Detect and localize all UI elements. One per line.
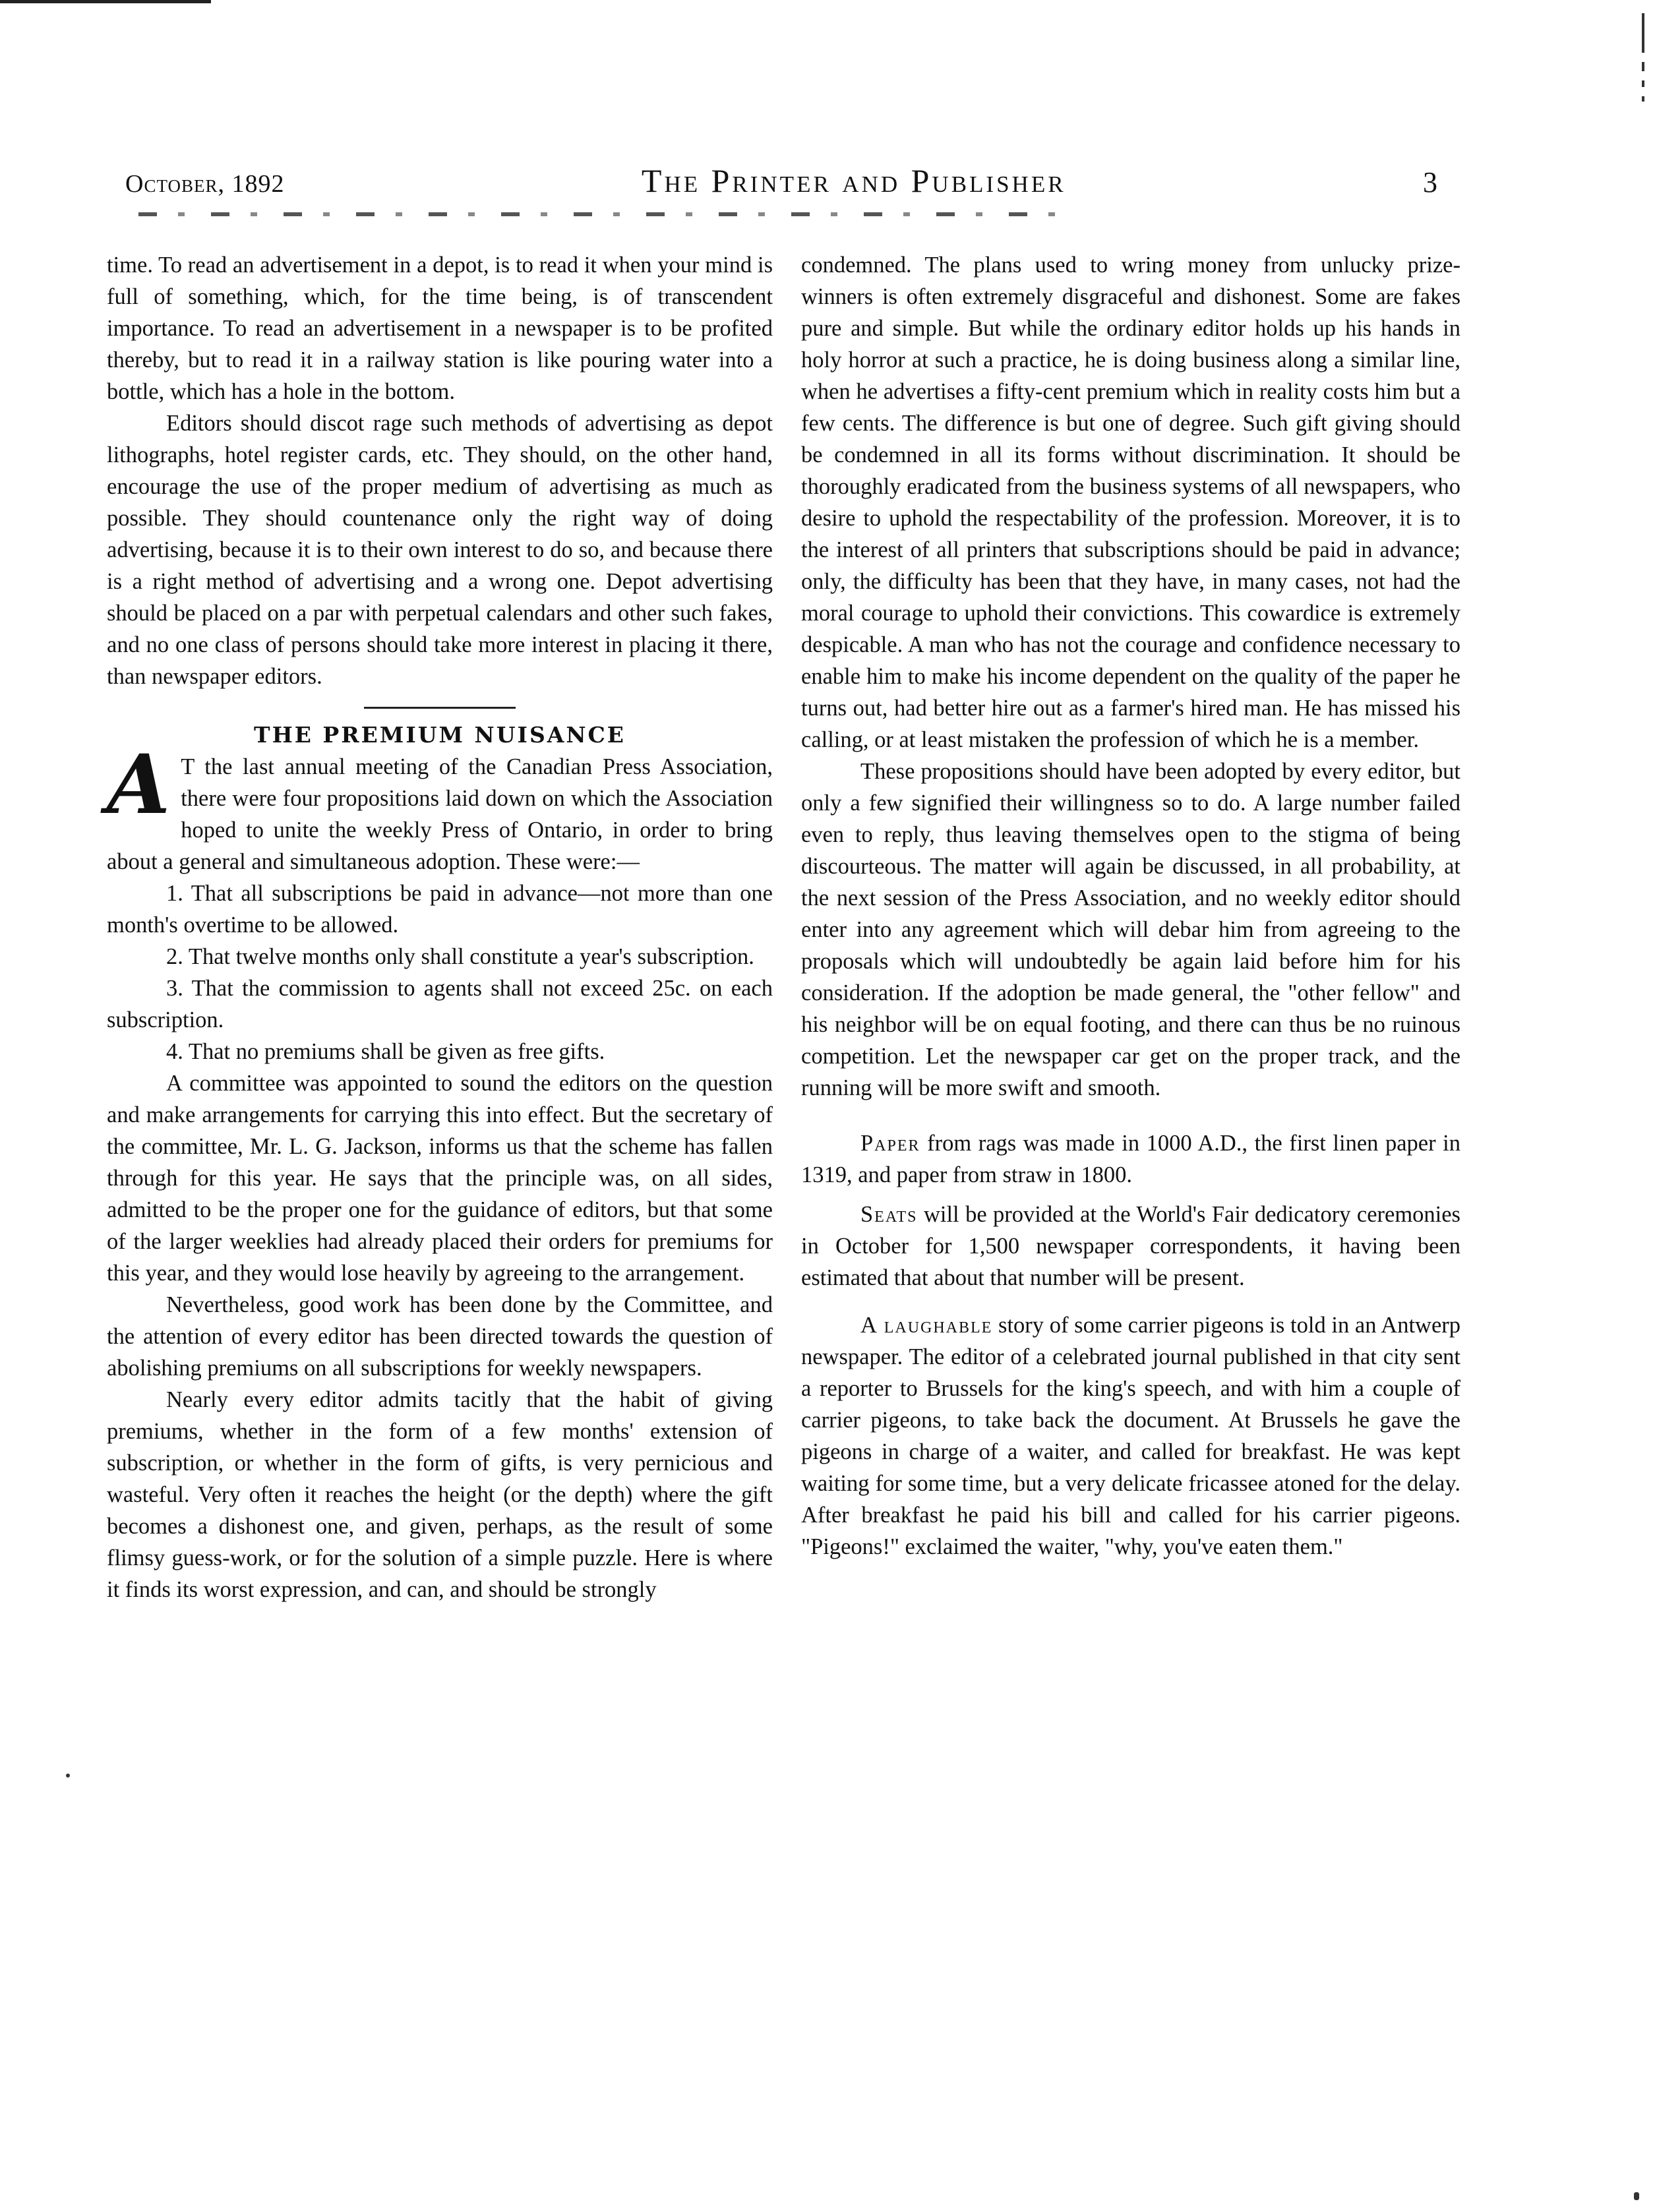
publication-title: The Printer and Publisher [641, 162, 1066, 199]
paragraph: condemned. The plans used to wring money from unlucky prize-winners is often extremely disgraceful and dishonest. Some are fakes pure and simple. But while the ordinary editor holds up his hands in holy horror at such a practice, he is doing business along a similar line, when he advertises a fifty-cent premium which in reality costs him but a few cents. The difference is but one of degree. Such gift giving should be condemned in all its forms without discrimination. It should be thoroughly eradicated from the business systems of all newspapers, who desire to uphold the respectability of the profession. Moreover, it is to the interest of all printers that subscriptions should be paid in advance; only, the difficulty has been that they have, in many cases, not had the moral courage to uphold their convictions. This cowardice is extremely despicable. A man who has not the courage and confidence necessary to enable him to make his income dependent on the quality of the paper he turns out, had better hire out as a farmer's hired man. He has missed his calling, or at least mistaken the profession of which he is a member. [801, 253, 1460, 752]
scan-speck [66, 1774, 70, 1778]
list-item: 3. That the commission to agents shall not exceed 25c. on each subscription. [107, 976, 773, 1032]
paragraph: A committee was appointed to sound the editors on the question and make arrangements for carrying this into effect. But the secretary of the committee, Mr. L. G. Jackson, informs us that the scheme has fallen through for this year. He says that the principle was, on all sides, admitted to be the proper one for the guidance of editors, but that some of the larger weeklies had already placed their orders for premiums for this year, and they would lose heavily by agreeing to the arrangement. [107, 1071, 773, 1286]
article-heading: THE PREMIUM NUISANCE [254, 722, 626, 748]
news-note [801, 1199, 1460, 1294]
paragraph: Editors should discot rage such methods of advertising as depot lithographs, hotel register cards, etc. They should, on the other hand, encourage the use of the proper medium of advertising as much as possible. They should countenance only the right way of doing advertising, because it is to their own interest to do so, and because there is a right method of advertising and a wrong one. Depot advertising should be placed on a par with perpetual calendars and other such fakes, and no one class of persons should take more interest in placing it there, than newspaper editors. [107, 411, 773, 689]
paragraph-text: T the last annual meeting of the Canadian Press Association, there were four propositions laid down on which the Association hoped to unite the weekly Press of Ontario, in order to bring about a general and simultaneous adoption. These were:— [107, 754, 773, 874]
section-divider [364, 707, 516, 709]
paragraph: Nevertheless, good work has been done by the Committee, and the attention of every editor has been directed towards the question of abolishing premiums on all subscriptions for weekly newspapers. [107, 1292, 773, 1381]
paragraph: time. To read an advertisement in a depot, is to read it when your mind is full of something, which, for the time being, is of transcendent importance. To read an advertisement in a newspaper is to be profited thereby, but to read it in a railway station is like pouring water into a bottle, which has a hole in the bottom. [107, 253, 773, 404]
list-item: 4. That no premiums shall be given as free gifts. [166, 1039, 605, 1064]
spacer [801, 1191, 1460, 1199]
opening-paragraph [107, 737, 773, 878]
scan-binding-marks [1642, 13, 1646, 145]
drop-cap: A [107, 737, 171, 833]
note-lead: A laughable [860, 1313, 993, 1338]
left-column [107, 249, 773, 1605]
list-item: 1. That all subscriptions be paid in advance—not more than one month's overtime to be allowed. [107, 881, 773, 938]
spacer [801, 1104, 1460, 1127]
scan-edge-mark [0, 0, 211, 3]
note-lead: Seats [860, 1202, 918, 1227]
page-number: 3 [1422, 166, 1437, 198]
note-text: from rags was made in 1000 A.D., the first linen paper in 1319, and paper from straw in 1800. [801, 1131, 1460, 1187]
spacer [801, 1294, 1460, 1309]
note-text: story of some carrier pigeons is told in an Antwerp newspaper. The editor of a celebrated journal published in that city sent a reporter to Brussels for the king's speech, and with him a couple of carrier pigeons, to take back the document. At Brussels he gave the pigeons in charge of a waiter, and called for breakfast. He was kept waiting for some time, but a very delicate fricassee atoned for the delay. After breakfast he paid his bill and called for his carrier pigeons. "Pigeons!" exclaimed the waiter, "why, you've eaten them." [801, 1313, 1460, 1559]
header-rule [138, 212, 1062, 216]
paragraph: Nearly every editor admits tacitly that the habit of giving premiums, whether in the form of a few months' extension of subscription, or whether in the form of gifts, is very pernicious and wasteful. Very often it reaches the height (or the depth) where the gift becomes a dishonest one, and given, perhaps, as the result of some flimsy guess-work, or for the solution of a simple puzzle. Here is where it finds its worst expression, and can, and should be strongly [107, 1387, 773, 1602]
note-text: will be provided at the World's Fair dedicatory ceremonies in October for 1,500 newspaper correspondents, it having been estimated that about that number will be present. [801, 1202, 1460, 1290]
news-note [801, 1127, 1460, 1191]
news-note [801, 1309, 1460, 1563]
running-header [125, 162, 1437, 208]
right-column [801, 249, 1460, 1563]
scan-speck [1634, 2192, 1639, 2200]
list-item: 2. That twelve months only shall constitute a year's subscription. [166, 944, 754, 969]
note-lead: Paper [860, 1131, 920, 1156]
paragraph: These propositions should have been adopted by every editor, but only a few signified their willingness so to do. A large number failed even to reply, thus leaving themselves open to the stigma of being discourteous. The matter will again be discussed, in all probability, at the next session of the Press Association, and no weekly editor should enter into any agreement which will debar him from agreeing to the proposals which will undoubtedly be again laid before him for his consideration. If the adoption be made general, the "other fellow" and his neighbor will be on equal footing, and there can thus be no ruinous competition. Let the newspaper car get on the proper track, and the running will be more swift and smooth. [801, 759, 1460, 1100]
issue-date: October, 1892 [125, 170, 285, 198]
